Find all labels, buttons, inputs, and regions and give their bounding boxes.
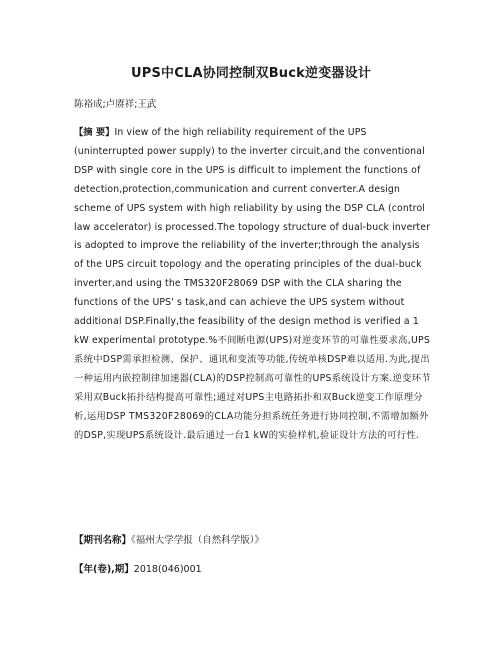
issue-label: 【年(卷),期】 [74, 564, 134, 575]
abstract-label: 【摘 要】 [74, 127, 115, 138]
journal-row [74, 532, 264, 546]
issue-value: 2018(046)001 [133, 564, 202, 575]
abstract-english: In view of the high reliability requirement of the UPS (uninterrupted power supply) to the inverter circuit,and the conventional DSP with single core in the UPS is difficult to implement the functions of detection,protection,communication and current converter.A design scheme of UPS system with high reliability by using the DSP CLA (control law accelerator) is processed.The topology structure of dual-buck inverter is adopted to improve the reliability of the inverter;through the analysis of the UPS circuit topology and the operating principles of the dual-buck inverter,and using the TMS320F28069 DSP with the CLA sharing the functions of the UPS' s task,and can achieve the UPS system without additional DSP.Finally,the feasibility of the design method is verified a 1 kW experimental prototype. [74, 127, 431, 346]
document-title: UPS中CLA协同控制双Buck逆变器设计 [130, 66, 372, 81]
abstract-block [74, 124, 431, 445]
abstract-chinese: %不间断电源(UPS)对逆变环节的可靠性要求高,UPS系统中DSP需承担检测、保护、通讯和变流等功能,传统单核DSP难以适用.为此,提出一种运用内嵌控制律加速器(CLA)的DSP控制高可靠性的UPS系统设计方案.逆变环节采用双Buck拓扑结构提高可靠性;通过对UPS主电路拓扑和双Buck逆变工作原理分析,运用DSP TMS320F28069的CLA功能分担系统任务进行协同控制,不需增加额外的DSP,实现UPS系统设计.最后通过一台1 kW的实验样机,验证设计方法的可行性. [74, 334, 431, 441]
journal-value: 《福州大学学报（自然科学版）》 [131, 535, 265, 546]
issue-row [74, 561, 202, 575]
authors-line: 陈裕成;卢赓祥;王武 [74, 99, 157, 110]
journal-label: 【期刊名称】 [74, 535, 132, 546]
